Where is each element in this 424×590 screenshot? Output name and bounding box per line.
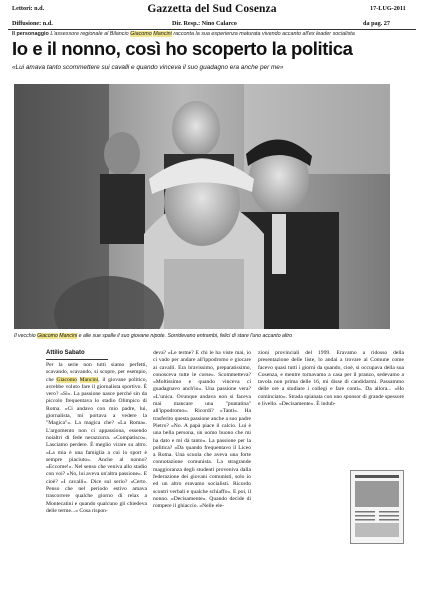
date-label: 17-LUG-2011 [370,5,406,12]
kicker-text-end: racconta la sua esperienza maturata vivendo accanto all'ex leader socialista [171,31,355,37]
caption-highlight-surname: Mancini [59,333,78,339]
column-3-text: zioni provinciali del 1999. Eravamo a ridosso della presentazione delle liste, lo andai a trovare al Comune come facevo quasi tutti i giorni da quando, cioè, si occupava della sua Cosenza, e mentre tornavamo a casa per il pranzo, sedevamo a tavola non prima delle 16, mi disse di candidarmi. Passammo delle ore a studiare i collegi e fare conti». Da allora... «Ho cominciato». Strada spianata con uno sponsor di grande spessore e livello. «Decisamente». È indub- [258,350,404,408]
caption-text: Il vecchio [14,333,38,339]
article-column-2 [153,350,251,584]
thumbnail-graphic [351,471,403,543]
article-photo [14,84,390,329]
col1-text-start: Per la serie non tutti siamo perfetti, scavando, scavando, si scopre, per esempio, che [46,362,147,383]
byline-rule [46,359,108,360]
header-rule [8,29,416,30]
photo-illustration [14,84,390,329]
photo-caption [14,333,292,339]
caption-highlight-name: Giacomo [37,333,58,339]
newspaper-name: Gazzetta del Sud Cosenza [147,3,277,15]
column-1-text [46,362,147,515]
caption-text-end: e alle sue spalle il suo giovane nipote. Sorridevano entrambi, felici di stare l'uno accanto altro [77,333,293,339]
subheadline: «Lui amava tanto scommettere sui cavalli e quando vinceva il suo guadagno era anche per me» [12,64,284,71]
headline: Io e il nonno, così ho scoperto la politica [12,38,353,59]
director-label: Dir. Resp.: Nino Calarco [172,20,237,27]
highlight-name: Giacomo [130,31,152,37]
article-column-3 [258,350,404,465]
col1-highlight-name: Giacomo [56,376,77,383]
col1-highlight-surname: Mancini [79,376,99,383]
kicker-line [12,31,416,37]
article-column-1 [46,362,147,584]
column-2-text: deva? «Le terme? E chi le ha viste mai, io ci vado per andare all'ippodromo e giocare ai cavalli. Era bravissimo, preparatissimo, conosceva tutte le corse». Scommetteva? «Moltissimo e quando vinceva ci guadagnavo anch'io». Una passione vera? «L'unica. Ovunque andava non si faceva mai mancare una "puntatina" all'ippodromo». Ricordi? «Tanti». Ha trasferito questa passione anche a suo padre Pietro? «No. A papà piace il calcio. Lui è una bella persona, un uomo buono che mi ha dato e mi dà tanto». La passione per la politica? «Da quando frequentavo il Liceo a Roma. Una scuola che aveva una forte connotazione comunista. La stragrande maggioranza degli studenti proveniva dalla federazione dei giovani comunisti, solo io ed un altro eravamo socialisti. Ricordo scontri verbali e qualche schiaffo». E poi, il nonno. «Decisamente». Quando decide di rompere il ghiaccio. «Nelle ele- [153,350,251,510]
kicker-label: Il personaggio [12,31,49,37]
page-ref: da pag. 27 [363,20,390,27]
diffusione-label: Diffusione: n.d. [12,20,53,27]
page-thumbnail [350,470,404,544]
col1-text-end: , il giovane politico, avrebbe voluto fare il giornalista sportivo. È vero? «Sì». La passione nasce perché sin da piccolo frequentava lo stadio Olimpico di Roma. «Ci andavo con mio padre, lui, giornalista, mi portava a vedere la "Magica"». La magica che? «La Roma». L'argomento non ci appassiona, essendo noialtri di fede nerazzurra. «Compatisco». Lasciamo perdere. È meglio virare su altro. «La mia è una famiglia a cui lo sport è sempre piaciuto». Anche al nonno? «Eccome!». Nel senso che veniva allo stadio con voi? «No, lui aveva un'altra passione». E cioè? «I cavalli». Dice sul serio? «Certo. Penso che nel periodo estivo amava trascorrere qualche giorno di relax a Montecatini e quando qualcuno gli chiedeva delle terme...» Cosa rispon- [46,376,147,514]
highlight-surname: Mancini [153,31,172,37]
lettori-label: Lettori: n.d. [12,5,45,12]
kicker-text: L'assessore regionale al Bilancio [48,31,131,37]
byline: Attilio Sabato [46,350,85,356]
